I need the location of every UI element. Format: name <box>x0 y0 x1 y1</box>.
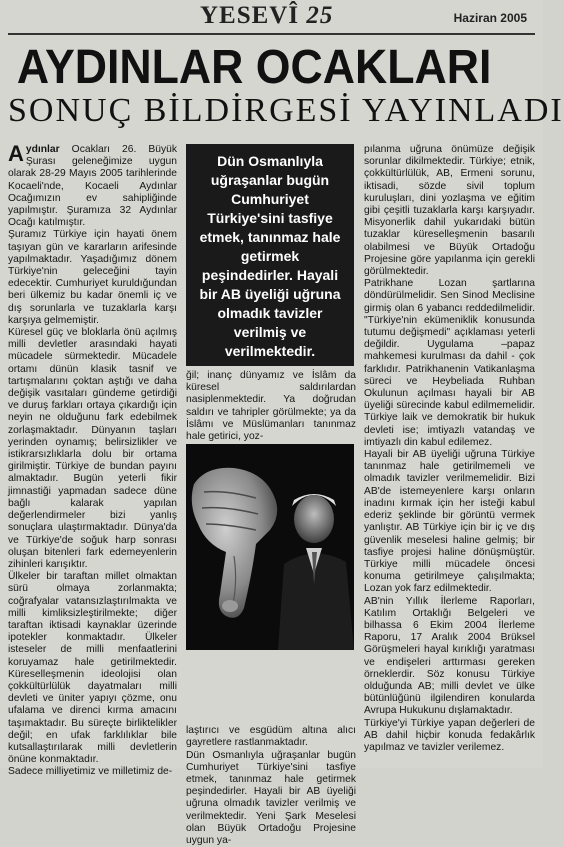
issue-number: 25 <box>306 2 334 29</box>
issue-date: Haziran 2005 <box>453 11 527 25</box>
article-column-1 <box>8 141 177 778</box>
page-header <box>0 0 543 34</box>
paragraph: laştırıcı ve esgüdüm altına alıcı gayretlere rastlanmaktadır. <box>186 725 356 749</box>
paragraph-text: Ocakları 26. Büyük Şurası geleneğimize uygun olarak 28-29 Mayıs 2005 tarihlerinde Kocaeli'nde, Kocaeli Aydınlar Ocağımızın ev sahipliğinde yapılmıştır. Şuramıza 32 Aydınlar Ocağı katılmıştır. <box>8 144 177 229</box>
paragraph: ğil; inanç dünyamız ve İslâm da küresel saldırılardan nasiplenmektedir. Ya doğrudan saldırı ve tahripler görülmekte; ya da İslâmı ve Müslümanları tanınmaz hale getirici, yoz- <box>186 370 356 443</box>
paragraph: Hayali bir AB üyeliği uğruna Türkiye tanınmaz hale getirilmemeli ve olmadık tavizler verilmemelidir. Bizi AB'de istemeyenlere karşı onların inadını kırmak için her isteği kabul ederiz şeklinde bir görüntü vermek yanlıştır. AB Türkiye için bir iç ve dış güvenlik meselesi haline gelmiş; bir tasfiye projesi haline dönüşmüştür. Türkiye milli mücadele öncesi konuma getirilmeye çalışılmakta; Lozan yok farz edilmektedir. <box>364 449 535 595</box>
paragraph: Küresel güç ve bloklarla önü açılmış milli devletler arasındaki hayati mücadele sürmektedir. Mücadele ortamı dünün klasik tasnif ve tartışmalarını çoktan aştığı ve daha değişik vasıtaları gündeme getirdiği ve duruş farkları ortaya çıkardığı için neyin ne olduğunu fark edebilmek zorlaşmaktadır. Dünyanın taşları yerinden oynamış; belirsizlikler ve istikrarsızlıklarla dolu bir ortama girilmiştir. Türkiye de bundan payını almaktadır. Bugün yeterli fikir jimnastiği yapmadan sadece düne bağlı kalarak yapılan değerlendirmeler bizi yanlış sonuçlara ulaştırmaktadır. Dünya'da ve Türkiye'de soğuk harp sonrası oluşan bitenleri fark edemeyenlerin zihinleri karışıktır. <box>8 327 177 570</box>
article-column-3 <box>364 144 535 764</box>
paragraph: Ülkeler bir taraftan millet olmaktan sürü olmaya zorlanmakta; coğrafyalar vatansızlaştırılmakta ve milli kimliksizleştirilmekte; diğer taraftan iktisadi kaynaklar üzerinde ipotekler konmaktadır. Ülkeler isteseler de milli menfaatlerini koruyamaz hale getirilmektedir. Küreselleşmenin ideolojisi olan çokkültürlülük dayatmaları milli devleti ve üniter yapıyı çözme, onu ufalama ve direnci kırma amacını taşımaktadır. Bu süreçte birliktelikler değil; en ufak farklılıklar bile kutsallaştırılarak milli devletlerin önüne konmaktadır. <box>8 571 177 766</box>
paragraph: Dün Osmanlıyla uğraşanlar bugün Cumhuriyet Türkiye'sini tasfiye etmek, tanınmaz hale getirmek peşindedirler. Hayali bir AB üyeliği uğruna olmadık tavizler verilmiş ve verilmektedir. Yeni Şark Meselesi olan Büyük Ortadoğu Projesine uygun ya- <box>186 749 356 847</box>
magazine-title <box>200 2 333 30</box>
photo-illustration <box>186 444 354 650</box>
pull-quote-box <box>186 144 354 366</box>
paragraph: Şuramız Türkiye için hayati önem taşıyan gün ve kararların arifesinde yapılmaktadır. Yaşadığımız dönem Türkiye'nin geleceğini tayin edecektir. Cumhuriyet kuruldığundan beri ülkemiz bu kadar önemli iç ve dış sorunlarla ve tuzaklarla karşı karşıya gelmemiştir. <box>8 229 177 326</box>
header-rule <box>8 33 535 35</box>
paragraph: AB'nin Yıllık İlerleme Raporları, Katılım Ortaklığı Belgeleri ve bilhassa 6 Ekim 2004 İlerleme Raporu, 17 Aralık 2004 Brüksel Görüşmeleri hayal kırıklığı yaratması ve endişeleri arttırması gereken örneklerdir. Söz konusu Türkiye olduğunda AB; milli devlet ve ülke bütünlüğünü ilgilendiren konularda Avrupa Hukukunu dışlamaktadır. <box>364 595 535 717</box>
thumbs-down-photo <box>186 444 354 650</box>
headline-sub: SONUÇ BİLDİRGESİ YAYINLADI <box>8 92 564 129</box>
paragraph: Sadece milliyetimiz ve milletimiz de- <box>8 766 173 778</box>
paragraph: Türkiye'yi Türkiye yapan değerleri de AB dahil hiçbir konuda fedakârlık yapılmaz ve tavizler verilemez. <box>364 717 535 753</box>
paragraph: pılanma uğruna önümüze değişik sorunlar dikilmektedir. Türkiye; etnik, çokkültürlülük, AB, Ermeni sorunu, iktisadi, sözde sivil toplum kuruluşları, dini yozlaşma ve eğitim gibi çeşitli tuzaklarla karşı karşıyadır. Misyonerlik dahil yukarıdaki bütün tuzaklar küreselleşmenin basarılı olabilmesi ve Büyük Ortadoğu Projesine göre yapılanma için gerekli görülmektedir. <box>364 144 535 278</box>
paragraph <box>8 141 177 229</box>
paragraph: Patrikhane Lozan şartlarına döndürülmelidir. Sen Sinod Meclisine girmiş olan 6 yabancı reddedilmelidir. "Türkiye'nin ekümeniklik konusunda tutumu değişmedi" açıklaması yeterli değildir. Uygulama –papaz mahkemesi kurulması da dahil - çok farklıdır. Patrikhanenin Vatikanlaşma süreci ve Heybeliada Ruhban Okulunun açılması hayali bir AB üyeliği sürecinde kabul edilmemelidir. Türkiye laik ve demokratik bir hukuk devleti ise; imtiyazlı vatandaş ve imtiyazlı din kabul edilemez. <box>364 278 535 448</box>
lead-word: ydınlar <box>25 144 60 155</box>
magazine-name: YESEVÎ <box>200 2 300 29</box>
drop-cap: A <box>8 141 24 166</box>
headline-main: AYDINLAR OCAKLARI <box>16 41 492 94</box>
pull-quote-text: Dün Osmanlıyla uğraşanlar bugün Cumhuriyet Türkiye'sini tasfiye etmek, tanınmaz hale getirmek peşindedirler. Hayali bir AB üyeliği uğruna olmadık tavizler verilmiş ve verilmektedir. <box>199 153 341 359</box>
